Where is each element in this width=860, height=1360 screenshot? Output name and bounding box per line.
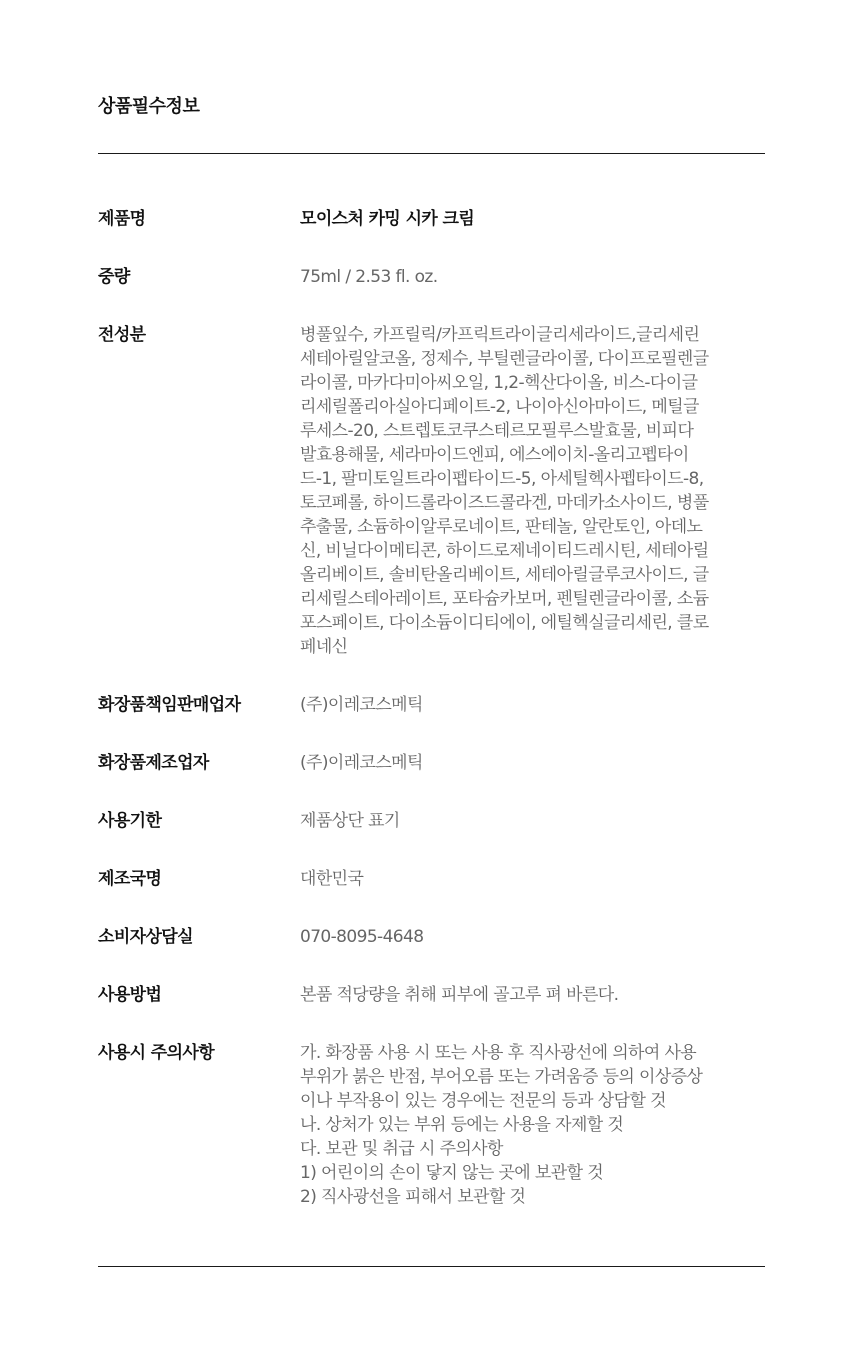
manufacturer-value: (주)이레코스메틱 xyxy=(300,753,423,773)
expiry-label: 사용기한 xyxy=(98,811,162,831)
row-weight xyxy=(98,265,765,289)
row-usage xyxy=(98,983,765,1007)
consumer-center-value: 070-8095-4648 xyxy=(300,927,424,947)
usage-label: 사용방법 xyxy=(98,985,162,1005)
row-seller xyxy=(98,693,765,717)
row-manufacturer xyxy=(98,751,765,775)
seller-value: (주)이레코스메틱 xyxy=(300,695,423,715)
row-country xyxy=(98,867,765,891)
ingredients-label: 전성분 xyxy=(98,325,146,345)
ingredients-value: 병풀잎수, 카프릴릭/카프릭트라이글리세라이드,글리세린 세테아릴알코올, 정제수, 부틸렌글라이콜, 다이프로필렌글 라이콜, 마카다미아씨오일, 1,2-헥산다이올, 비스-다이글 리세릴폴리아실아디페이트-2, 나이아신아마이드, 메틸글 루세스-20, 스트렙토코쿠스테르모필루스발효물, 비피다 발효용해물, 세라마이드엔피, 에스에이치-올리고펩타이 드-1, 팔미토일트라이펩타이드-5, 아세틸헥사펩타이드-8, 토코페롤, 하이드롤라이즈드콜라겐, 마데카소사이드, 병풀 추출물, 소듐하이알루로네이트, 판테놀, 알란토인, 아데노 신, 비닐다이메티콘, 하이드로제네이티드레시틴, 세테아릴 올리베이트, 솔비탄올리베이트, 세테아릴글루코사이드, 글 리세릴스테아레이트, 포타슘카보머, 펜틸렌글라이콜, 소듐 포스페이트, 다이소듐이디티에이, 에틸헥실글리세린, 클로 페네신 xyxy=(300,325,709,657)
country-label: 제조국명 xyxy=(98,869,162,889)
seller-label: 화장품책임판매업자 xyxy=(98,695,241,715)
row-consumer-center xyxy=(98,925,765,949)
expiry-value: 제품상단 표기 xyxy=(300,811,400,831)
weight-label: 중량 xyxy=(98,267,130,287)
usage-value: 본품 적당량을 취해 피부에 골고루 펴 바른다. xyxy=(300,985,619,1005)
product-name-label: 제품명 xyxy=(98,209,146,229)
top-divider xyxy=(98,153,765,154)
manufacturer-label: 화장품제조업자 xyxy=(98,753,209,773)
bottom-divider xyxy=(98,1266,765,1267)
cautions-label: 사용시 주의사항 xyxy=(98,1043,215,1063)
country-value: 대한민국 xyxy=(300,869,364,889)
row-cautions xyxy=(98,1041,765,1209)
weight-value: 75ml / 2.53 fl. oz. xyxy=(300,267,438,287)
product-name-value: 모이스처 카밍 시카 크림 xyxy=(300,209,475,229)
product-info-table xyxy=(98,207,765,1209)
row-product-name xyxy=(98,207,765,231)
section-title: 상품필수정보 xyxy=(98,96,200,117)
row-ingredients xyxy=(98,323,765,659)
cautions-value: 가. 화장품 사용 시 또는 사용 후 직사광선에 의하여 사용 부위가 붉은 반점, 부어오름 또는 가려움증 등의 이상증상 이나 부작용이 있는 경우에는 전문의 등과 상담할 것 나. 상처가 있는 부위 등에는 사용을 자제할 것 다. 보관 및 취급 시 주의사항 1) 어린이의 손이 닿지 않는 곳에 보관할 것 2) 직사광선을 피해서 보관할 것 xyxy=(300,1043,703,1207)
consumer-center-label: 소비자상담실 xyxy=(98,927,193,947)
row-expiry xyxy=(98,809,765,833)
